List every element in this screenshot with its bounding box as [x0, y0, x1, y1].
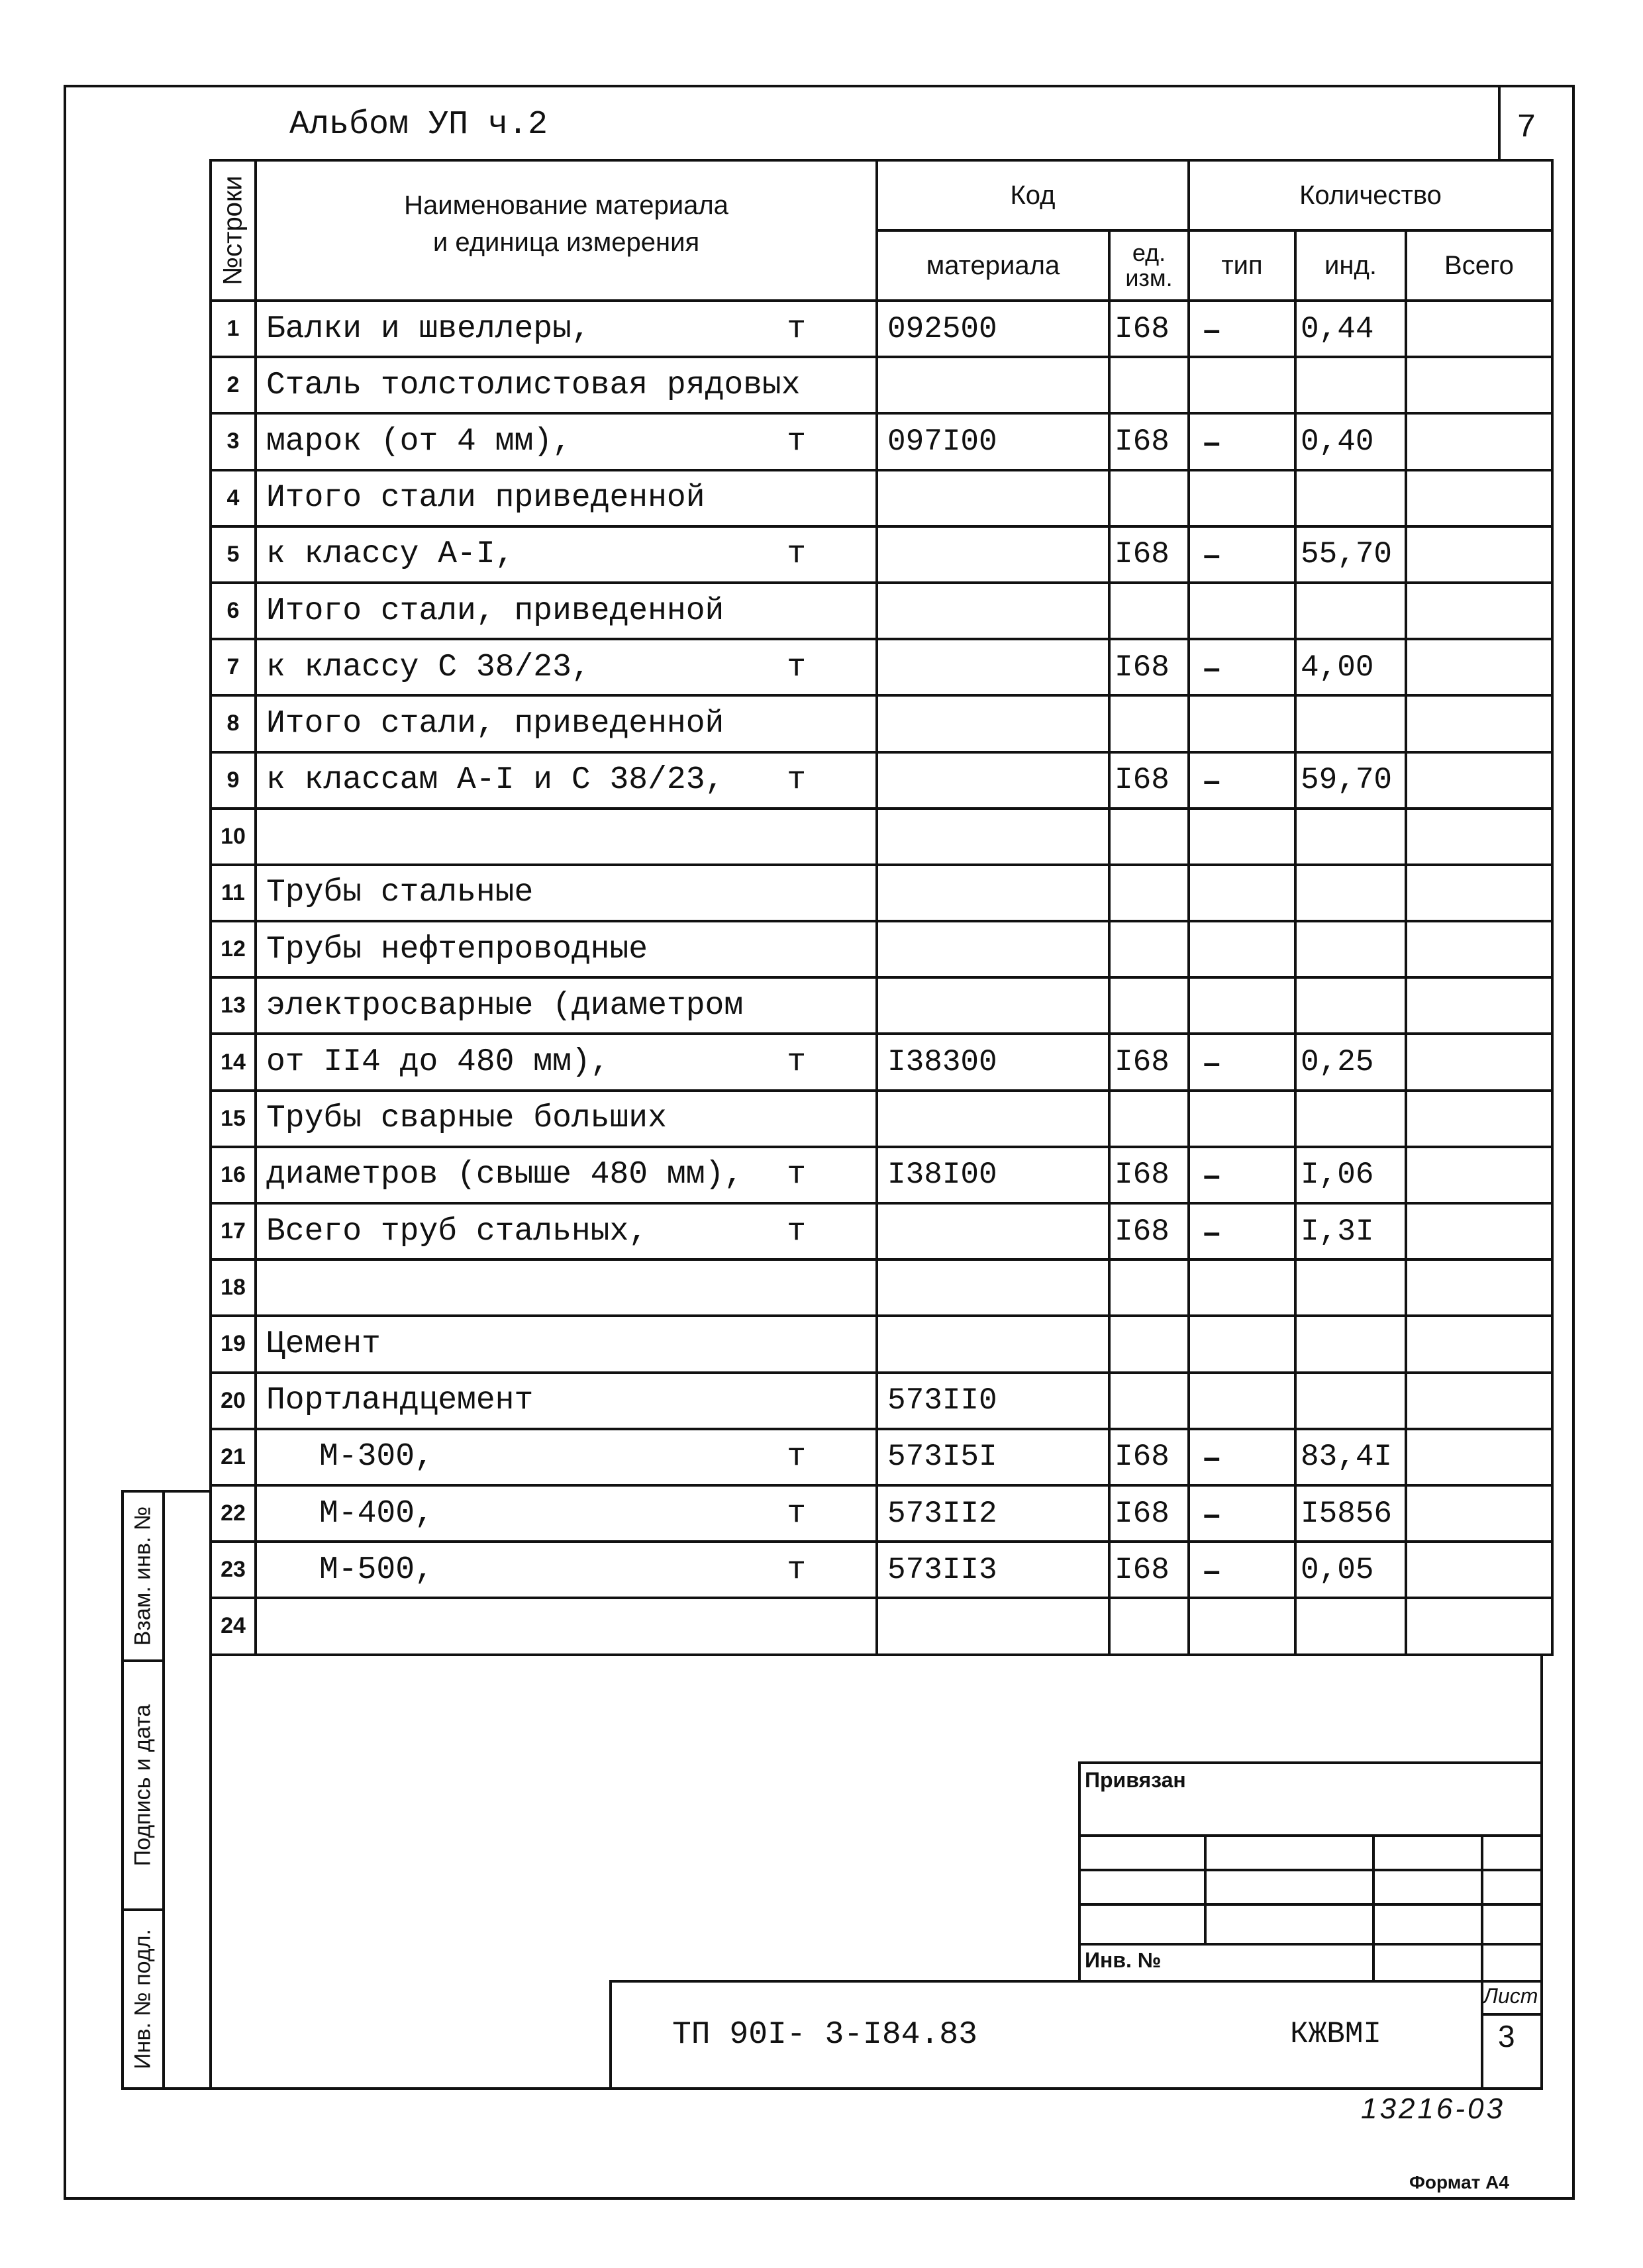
table-row [211, 1203, 1552, 1259]
unit-code [1109, 977, 1189, 1034]
material-name: Цемент [256, 1316, 877, 1372]
total-qty [1406, 639, 1552, 695]
unit-of-measure: т [787, 311, 806, 347]
unit-code: I68 [1109, 1485, 1189, 1542]
total-qty [1406, 301, 1552, 357]
ind-qty: 4,00 [1295, 639, 1406, 695]
row-number: 11 [211, 865, 256, 921]
material-code [877, 1598, 1109, 1654]
material-name: М-300, т [256, 1429, 877, 1485]
ind-qty [1295, 470, 1406, 526]
doc-code: ТП 90I- 3-I84.83 [672, 2017, 977, 2053]
unit-code: I68 [1109, 1034, 1189, 1090]
total-qty [1406, 357, 1552, 413]
material-code [877, 752, 1109, 809]
material-code [877, 1203, 1109, 1259]
ind-qty [1295, 1316, 1406, 1372]
table-row [211, 921, 1552, 977]
side-label-replacement-inv: Взам. инв. № [121, 1490, 165, 1662]
unit-code: I68 [1109, 1542, 1189, 1598]
ind-qty [1295, 1598, 1406, 1654]
type-qty [1189, 809, 1295, 865]
privyazan-label: Привязан [1085, 1768, 1186, 1792]
material-code [877, 1091, 1109, 1147]
material-code [877, 1259, 1109, 1316]
row-number: 8 [211, 695, 256, 752]
type-qty [1189, 1259, 1295, 1316]
row-number: 3 [211, 413, 256, 469]
material-code [877, 583, 1109, 639]
type-qty [1189, 921, 1295, 977]
table-row [211, 809, 1552, 865]
total-qty [1406, 1316, 1552, 1372]
total-qty [1406, 865, 1552, 921]
page-number-divider [1498, 86, 1501, 159]
table-row [211, 1598, 1552, 1654]
col-header-name: Наименование материала и единица измерения [256, 160, 877, 301]
material-code [877, 526, 1109, 583]
unit-code [1109, 357, 1189, 413]
unit-code [1109, 809, 1189, 865]
type-qty: – [1189, 752, 1295, 809]
type-qty: – [1189, 413, 1295, 469]
total-qty [1406, 809, 1552, 865]
material-name: Портландцемент [256, 1373, 877, 1429]
material-name: Трубы нефтепроводные [256, 921, 877, 977]
row-number: 6 [211, 583, 256, 639]
material-name: М-400, т [256, 1485, 877, 1542]
material-code [877, 639, 1109, 695]
col-header-code: Код [877, 160, 1189, 230]
total-qty [1406, 1147, 1552, 1203]
type-qty [1189, 583, 1295, 639]
type-qty [1189, 865, 1295, 921]
type-qty [1189, 977, 1295, 1034]
unit-code: I68 [1109, 1147, 1189, 1203]
row-number: 21 [211, 1429, 256, 1485]
total-qty [1406, 921, 1552, 977]
type-qty: – [1189, 1147, 1295, 1203]
unit-of-measure: т [787, 1213, 806, 1250]
row-number: 19 [211, 1316, 256, 1372]
unit-of-measure: т [787, 423, 806, 460]
total-qty [1406, 526, 1552, 583]
unit-code [1109, 1316, 1189, 1372]
unit-code [1109, 1373, 1189, 1429]
stamp-right-line [1540, 1655, 1543, 2090]
material-name: диаметров (свыше 480 мм), т [256, 1147, 877, 1203]
col-header-material-code: материала [877, 230, 1109, 301]
total-qty [1406, 1259, 1552, 1316]
table-row [211, 1429, 1552, 1485]
row-number: 13 [211, 977, 256, 1034]
sheet-number: 3 [1498, 2019, 1515, 2053]
material-name: Балки и швеллеры, т [256, 301, 877, 357]
type-qty [1189, 1598, 1295, 1654]
side-strip-top-line [121, 1490, 211, 1493]
material-code [877, 1316, 1109, 1372]
unit-of-measure: т [787, 1439, 806, 1475]
unit-code [1109, 695, 1189, 752]
type-qty: – [1189, 301, 1295, 357]
total-qty [1406, 1373, 1552, 1429]
unit-of-measure: т [787, 1157, 806, 1193]
ind-qty [1295, 695, 1406, 752]
ind-qty: I5856 [1295, 1485, 1406, 1542]
table-row [211, 1373, 1552, 1429]
material-name: Трубы стальные [256, 865, 877, 921]
row-number: 16 [211, 1147, 256, 1203]
ind-qty: 55,70 [1295, 526, 1406, 583]
unit-code [1109, 1598, 1189, 1654]
total-qty [1406, 1485, 1552, 1542]
row-number: 2 [211, 357, 256, 413]
material-code: 573II3 [877, 1542, 1109, 1598]
type-qty: – [1189, 1429, 1295, 1485]
table-row [211, 413, 1552, 469]
ind-qty [1295, 583, 1406, 639]
total-qty [1406, 977, 1552, 1034]
material-name: Всего труб стальных, т [256, 1203, 877, 1259]
total-qty [1406, 752, 1552, 809]
unit-code: I68 [1109, 752, 1189, 809]
side-label-signature-date: Подпись и дата [121, 1659, 165, 1911]
table-row [211, 752, 1552, 809]
col-header-total: Всего [1406, 230, 1552, 301]
unit-code [1109, 1259, 1189, 1316]
unit-code: I68 [1109, 301, 1189, 357]
col-header-quantity: Количество [1189, 160, 1552, 230]
ind-qty: 0,05 [1295, 1542, 1406, 1598]
inv-no-label: Инв. № [1085, 1948, 1162, 1972]
row-number: 18 [211, 1259, 256, 1316]
table-row [211, 301, 1552, 357]
material-name [256, 1259, 877, 1316]
type-qty: – [1189, 1203, 1295, 1259]
unit-of-measure: т [787, 762, 806, 799]
unit-code: I68 [1109, 1203, 1189, 1259]
total-qty [1406, 413, 1552, 469]
ind-qty [1295, 1373, 1406, 1429]
ind-qty [1295, 977, 1406, 1034]
unit-of-measure: т [787, 1552, 806, 1588]
table-row [211, 639, 1552, 695]
material-name: Итого стали, приведенной [256, 583, 877, 639]
ind-qty [1295, 921, 1406, 977]
row-number: 15 [211, 1091, 256, 1147]
unit-code: I68 [1109, 413, 1189, 469]
table-row [211, 1259, 1552, 1316]
side-label-original-inv: Инв. № подл. [121, 1908, 165, 2090]
table-row [211, 1485, 1552, 1542]
row-number: 12 [211, 921, 256, 977]
material-name: к классу А-I, т [256, 526, 877, 583]
row-number: 22 [211, 1485, 256, 1542]
unit-of-measure: т [787, 536, 806, 573]
format-label: Формат А4 [1409, 2172, 1509, 2193]
table-row [211, 695, 1552, 752]
type-qty: – [1189, 1542, 1295, 1598]
total-qty [1406, 1542, 1552, 1598]
ind-qty: 59,70 [1295, 752, 1406, 809]
col-header-row-no: №строки [211, 160, 256, 301]
ind-qty: I,06 [1295, 1147, 1406, 1203]
material-name: к классу С 38/23, т [256, 639, 877, 695]
col-header-type: тип [1189, 230, 1295, 301]
table-row [211, 1542, 1552, 1598]
unit-code: I68 [1109, 526, 1189, 583]
ind-qty [1295, 1091, 1406, 1147]
unit-of-measure: т [787, 649, 806, 685]
material-name [256, 1598, 877, 1654]
material-code [877, 921, 1109, 977]
material-name: электросварные (диаметром [256, 977, 877, 1034]
material-name: от II4 до 480 мм), т [256, 1034, 877, 1090]
table-row [211, 977, 1552, 1034]
col-header-ind: инд. [1295, 230, 1406, 301]
material-name: Итого стали приведенной [256, 470, 877, 526]
material-code: 573I5I [877, 1429, 1109, 1485]
ind-qty [1295, 357, 1406, 413]
total-qty [1406, 1429, 1552, 1485]
album-title: Альбом УП ч.2 [289, 106, 548, 144]
unit-code [1109, 583, 1189, 639]
material-name: Трубы сварные больших [256, 1091, 877, 1147]
ind-qty: I,3I [1295, 1203, 1406, 1259]
total-qty [1406, 695, 1552, 752]
total-qty [1406, 1091, 1552, 1147]
type-qty: – [1189, 639, 1295, 695]
total-qty [1406, 470, 1552, 526]
material-code: I38300 [877, 1034, 1109, 1090]
type-qty: – [1189, 526, 1295, 583]
type-qty: – [1189, 1485, 1295, 1542]
material-name: марок (от 4 мм), т [256, 413, 877, 469]
type-qty [1189, 1316, 1295, 1372]
total-qty [1406, 1598, 1552, 1654]
table-row [211, 1091, 1552, 1147]
table-row [211, 1147, 1552, 1203]
material-name [256, 809, 877, 865]
row-number: 10 [211, 809, 256, 865]
material-name: М-500, т [256, 1542, 877, 1598]
total-qty [1406, 1203, 1552, 1259]
ind-qty: 0,25 [1295, 1034, 1406, 1090]
material-code: 573II0 [877, 1373, 1109, 1429]
type-qty [1189, 470, 1295, 526]
type-qty: – [1189, 1034, 1295, 1090]
ind-qty [1295, 1259, 1406, 1316]
row-number: 1 [211, 301, 256, 357]
material-code: 573II2 [877, 1485, 1109, 1542]
row-number: 17 [211, 1203, 256, 1259]
row-number: 5 [211, 526, 256, 583]
handwritten-number: 13216-03 [1361, 2093, 1505, 2125]
col-header-unit-code: ед. изм. [1109, 230, 1189, 301]
row-number: 4 [211, 470, 256, 526]
unit-code [1109, 470, 1189, 526]
ind-qty: 0,44 [1295, 301, 1406, 357]
material-name: Итого стали, приведенной [256, 695, 877, 752]
table-row [211, 1034, 1552, 1090]
material-code [877, 809, 1109, 865]
material-code [877, 977, 1109, 1034]
row-number: 14 [211, 1034, 256, 1090]
unit-code: I68 [1109, 1429, 1189, 1485]
table-row [211, 1316, 1552, 1372]
ind-qty [1295, 865, 1406, 921]
stamp-bottom-line [121, 2087, 1543, 2090]
material-code [877, 470, 1109, 526]
total-qty [1406, 1034, 1552, 1090]
table-row [211, 357, 1552, 413]
materials-table [209, 159, 1554, 1656]
type-qty [1189, 695, 1295, 752]
type-qty [1189, 357, 1295, 413]
unit-code [1109, 1091, 1189, 1147]
unit-of-measure: т [787, 1495, 806, 1532]
table-row [211, 865, 1552, 921]
table-row [211, 583, 1552, 639]
sheet-label: Лист [1483, 1984, 1538, 2008]
row-number: 7 [211, 639, 256, 695]
row-number: 23 [211, 1542, 256, 1598]
row-number: 9 [211, 752, 256, 809]
type-qty [1189, 1091, 1295, 1147]
material-code [877, 865, 1109, 921]
ind-qty: 83,4I [1295, 1429, 1406, 1485]
total-qty [1406, 583, 1552, 639]
unit-code: I68 [1109, 639, 1189, 695]
unit-of-measure: т [787, 1044, 806, 1081]
unit-code [1109, 865, 1189, 921]
page-number: 7 [1517, 109, 1537, 147]
doc-mark: КЖВМI [1290, 2017, 1382, 2051]
material-name: к классам А-I и С 38/23, т [256, 752, 877, 809]
material-code [877, 695, 1109, 752]
side-strip-right-line [209, 1655, 212, 2090]
row-number: 24 [211, 1598, 256, 1654]
material-name: Сталь толстолистовая рядовых [256, 357, 877, 413]
ind-qty [1295, 809, 1406, 865]
material-code: 097I00 [877, 413, 1109, 469]
table-row [211, 526, 1552, 583]
row-number: 20 [211, 1373, 256, 1429]
type-qty [1189, 1373, 1295, 1429]
unit-code [1109, 921, 1189, 977]
ind-qty: 0,40 [1295, 413, 1406, 469]
material-code [877, 357, 1109, 413]
material-code: 092500 [877, 301, 1109, 357]
table-row [211, 470, 1552, 526]
material-code: I38I00 [877, 1147, 1109, 1203]
